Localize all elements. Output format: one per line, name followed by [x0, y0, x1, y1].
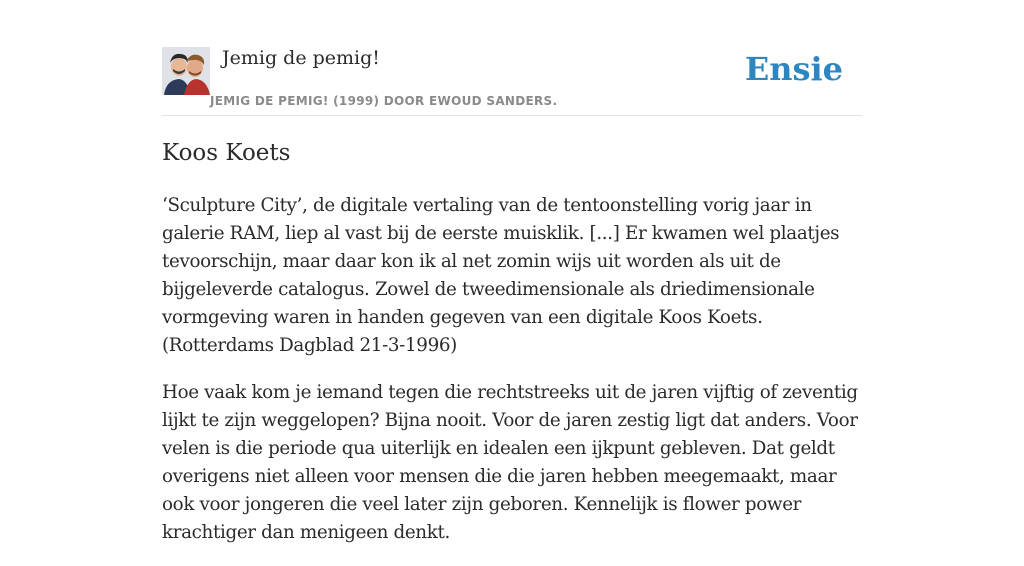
entry-title: Koos Koets	[162, 140, 291, 166]
entry-paragraph: Hoe vaak kom je iemand tegen die rechtstreeks uit de jaren vijftig of zeventig lijkt te zijn weggelopen? Bijna nooit. Voor de jaren zestig ligt dat anders. Voor velen is die periode qua uiterlijk en idealen een ijkpunt gebleven. Dat geldt overigens niet alleen voor mensen die die jaren hebben meegemaakt, maar ook voor jongeren die veel later zijn geboren. Kennelijk is flower power krachtiger dan menigeen denkt.	[162, 382, 858, 543]
ensie-logo[interactable]: Ensie	[744, 50, 843, 88]
entry-paragraph: ‘Sculpture City’, de digitale vertaling van de tentoonstelling vorig jaar in galerie RAM, liep al vast bij de eerste muisklik. [...] Er kwamen wel plaatjes tevoorschijn, maar daar kon ik al net zomin wijs uit worden als uit de bijgeleverde catalogus. Zowel de tweedimensionale als driedimensionale vormgeving waren in handen gegeven van een digitale Koos Koets. (Rotterdams Dagblad 21-3-1996)	[162, 195, 840, 356]
author-avatar[interactable]	[162, 47, 210, 95]
author-portrait-icon	[162, 47, 210, 95]
book-header	[162, 44, 862, 116]
book-title[interactable]: Jemig de pemig!	[222, 47, 380, 69]
entry-body	[162, 192, 862, 566]
book-byline: JEMIG DE PEMIG! (1999) DOOR EWOUD SANDERS.	[210, 94, 558, 108]
